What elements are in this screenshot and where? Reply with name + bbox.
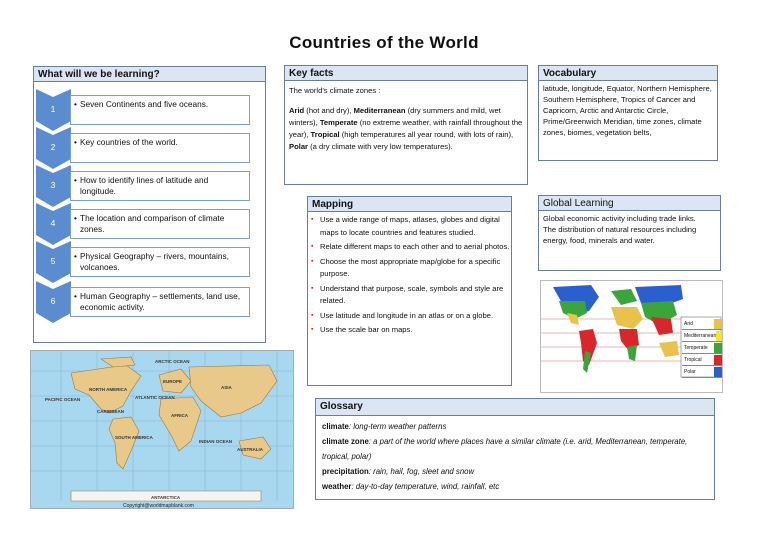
mapping-item: ▪ Choose the most appropriate map/globe for a specific purpose. [320,256,511,281]
learning-step [36,133,254,163]
mapping-item: ▪ Relate different maps to each other and to aerial photos. [320,241,511,254]
world-map-graphic [31,351,294,509]
glossary-term: climate [322,422,349,431]
legend-item [682,318,722,330]
page-title: Countries of the World [289,33,479,52]
map-label: ASIA [221,385,232,390]
learning-step [36,171,254,201]
legend-label: Polar [684,368,696,375]
world-map-image [30,350,294,509]
learning-step [36,95,254,125]
step-text: The location and comparison of climate zones. [80,213,225,234]
step-number: 5 [50,256,56,266]
step-bullet: • [74,137,77,147]
map-label: ATLANTIC OCEAN [135,395,175,400]
map-label: INDIAN OCEAN [199,439,233,444]
zone-name: Tropical [310,130,340,139]
learning-step [36,247,254,277]
zone-desc: (dry summers and mild, wet winters), [289,106,501,127]
legend-swatch [714,343,722,353]
step-text: Key countries of the world. [80,137,178,147]
glossary-term: climate zone [322,437,369,446]
zone-name: Temperate [319,118,358,127]
legend-swatch [714,319,722,329]
learning-step [36,287,254,317]
legend-item [682,354,722,366]
zone-name: Mediterranean [353,106,406,115]
climate-map-image [540,280,723,393]
step-number: 6 [50,296,56,306]
global-learning-heading: Global Learning [539,196,720,211]
key-facts-heading: Key facts [285,66,527,81]
global-learning-text: The distribution of natural resources including energy, food, minerals and water. [543,225,697,245]
step-number: 4 [50,218,56,228]
global-learning-panel [538,195,721,271]
zone-name: Arid [289,106,305,115]
glossary-heading: Glossary [316,399,714,416]
glossary-term: precipitation [322,467,369,476]
glossary-definition: : rain, hail, fog, sleet and snow [368,467,475,476]
map-label: CARIBBEAN [97,409,124,414]
mapping-heading: Mapping [308,197,511,212]
key-facts-zones [289,105,523,153]
zone-desc: (a dry climate with very low temperatures). [308,142,453,151]
vocabulary-text: latitude, longitude, Equator, Northern Hemisphere, Southern Hemisphere, Tropics of Cancer and Capricorn, Arctic and Antarctic Circle, Prime/Greenwich Meridian, time zones, climate zones, biomes, vegetation belts, [543,84,712,137]
map-label: ANTARCTICA [151,495,181,500]
legend-swatch [714,355,722,365]
glossary-panel [315,398,715,500]
mapping-item: ▪ Use the scale bar on maps. [320,324,511,337]
mapping-list [308,214,511,337]
step-text-box [70,95,250,125]
learning-step [36,209,254,239]
glossary-term: weather [322,482,352,491]
glossary-definition: : long-term weather patterns [348,422,447,431]
map-label: AUSTRALIA [237,447,263,452]
glossary-entry [322,464,708,479]
learning-heading: What will we be learning? [34,67,265,82]
mapping-item: ▪ Use latitude and longitude in an atlas or on a globe. [320,310,511,323]
legend-label: Arid [684,320,693,327]
legend-swatch [714,367,722,377]
step-bullet: • [74,213,77,223]
legend-label: Temperate [684,344,708,351]
legend-item [682,366,722,378]
glossary-definition: : day-to-day temperature, wind, rainfall, etc [351,482,500,491]
step-bullet: • [74,175,77,185]
legend-swatch [716,331,722,341]
step-text-box [70,287,250,317]
legend-label: Mediterranean [684,332,717,339]
zone-desc: (high temperatures all year round, with lots of rain), [339,130,514,139]
key-facts-intro: The world's climate zones : [289,86,381,95]
global-learning-text: Global economic activity including trade links. [543,214,696,223]
step-text-box [70,209,250,239]
step-bullet: • [74,99,77,109]
zone-name: Polar [289,142,308,151]
step-number: 3 [50,180,56,190]
step-bullet: • [74,291,77,301]
vocabulary-heading: Vocabulary [539,66,717,81]
vocabulary-panel [538,65,718,161]
step-bullet: • [74,251,77,261]
mapping-item: ▪ Understand that purpose, scale, symbols and style are related. [320,283,511,308]
map-copyright: Copyright@worldmapblank.com [123,503,194,509]
step-number: 1 [50,104,56,114]
step-text-box [70,133,250,163]
legend-label: Tropical [684,356,702,363]
mapping-panel [307,196,512,386]
zone-desc: (hot and dry), [304,106,354,115]
climate-legend [682,318,722,378]
map-label: NORTH AMERICA [89,387,128,392]
glossary-entry [322,419,708,434]
step-text: How to identify lines of latitude and longitude. [80,175,209,196]
key-facts-panel [284,65,528,185]
map-label: SOUTH AMERICA [115,435,153,440]
step-text: Physical Geography – rivers, mountains, volcanoes. [80,251,229,272]
glossary-entry [322,479,708,494]
step-text: Seven Continents and five oceans. [80,99,209,109]
step-text-box [70,247,250,277]
map-label: PACIFIC OCEAN [45,397,81,402]
mapping-item: ▪ Use a wide range of maps, atlases, globes and digital maps to locate countries and features studied. [320,214,511,239]
map-label: ARCTIC OCEAN [155,359,190,364]
step-text: Human Geography – settlements, land use, economic activity. [80,291,241,312]
legend-item [682,342,722,354]
glossary-list [316,416,714,497]
map-label: AFRICA [171,413,188,418]
legend-item [682,330,722,342]
step-number: 2 [50,142,56,152]
glossary-definition: : a part of the world where places have a similar climate (i.e. arid, Mediterranean, temperate, tropical, polar) [322,437,688,461]
glossary-entry [322,434,708,464]
step-text-box [70,171,250,201]
zone-desc: (no extreme weather, with rainfall throughout the year), [289,118,523,139]
map-label: EUROPE [163,379,183,384]
